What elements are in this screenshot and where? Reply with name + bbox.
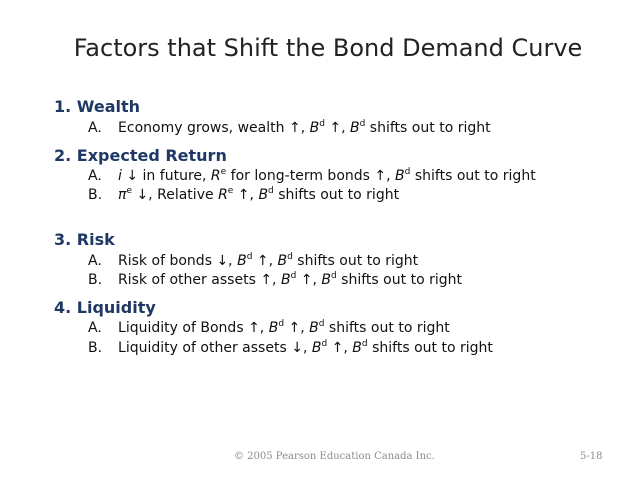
item-text: Risk of other assets ↑, $B^d$ ↑, $B^d$ shifts out to right	[118, 271, 463, 288]
item-letter: A.	[88, 320, 102, 336]
item-text: i ↓ in future, $R^e$ for long-term bonds ↑, $B^d$ shifts out to right	[118, 167, 536, 184]
item-letter: A.	[88, 253, 102, 269]
item-text: Liquidity of other assets ↓, $B^d$ ↑, $B^d$ shifts out to right	[118, 339, 493, 356]
list-item	[88, 320, 450, 336]
copyright-footer: © 2005 Pearson Education Canada Inc.	[234, 451, 435, 462]
list-item	[88, 120, 491, 136]
item-text: Risk of bonds ↓, $B^d$ ↑, $B^d$ shifts out to right	[118, 252, 419, 269]
item-letter: B.	[88, 340, 103, 356]
list-item	[88, 168, 536, 184]
heading-risk: 3. Risk	[54, 230, 115, 249]
heading-liquidity: 4. Liquidity	[54, 298, 156, 317]
slide-title: Factors that Shift the Bond Demand Curve	[73, 34, 583, 62]
page-number: 5-18	[580, 451, 603, 462]
list-item	[88, 272, 462, 288]
item-letter: B.	[88, 272, 103, 288]
item-letter: B.	[88, 187, 103, 203]
list-item	[88, 253, 418, 269]
item-text: Liquidity of Bonds ↑, $B^d$ ↑, $B^d$ shifts out to right	[118, 319, 450, 336]
list-item	[88, 340, 493, 356]
item-letter: A.	[88, 120, 102, 136]
heading-expected-return: 2. Expected Return	[54, 146, 227, 165]
item-letter: A.	[88, 168, 102, 184]
item-text: Economy grows, wealth ↑, $B^d$ ↑, $B^d$ shifts out to right	[118, 119, 491, 136]
list-item	[88, 187, 399, 203]
item-text: $\pi^e$ ↓, Relative $R^e$ ↑, $B^d$ shifts out to right	[118, 186, 400, 203]
heading-wealth: 1. Wealth	[54, 97, 141, 116]
